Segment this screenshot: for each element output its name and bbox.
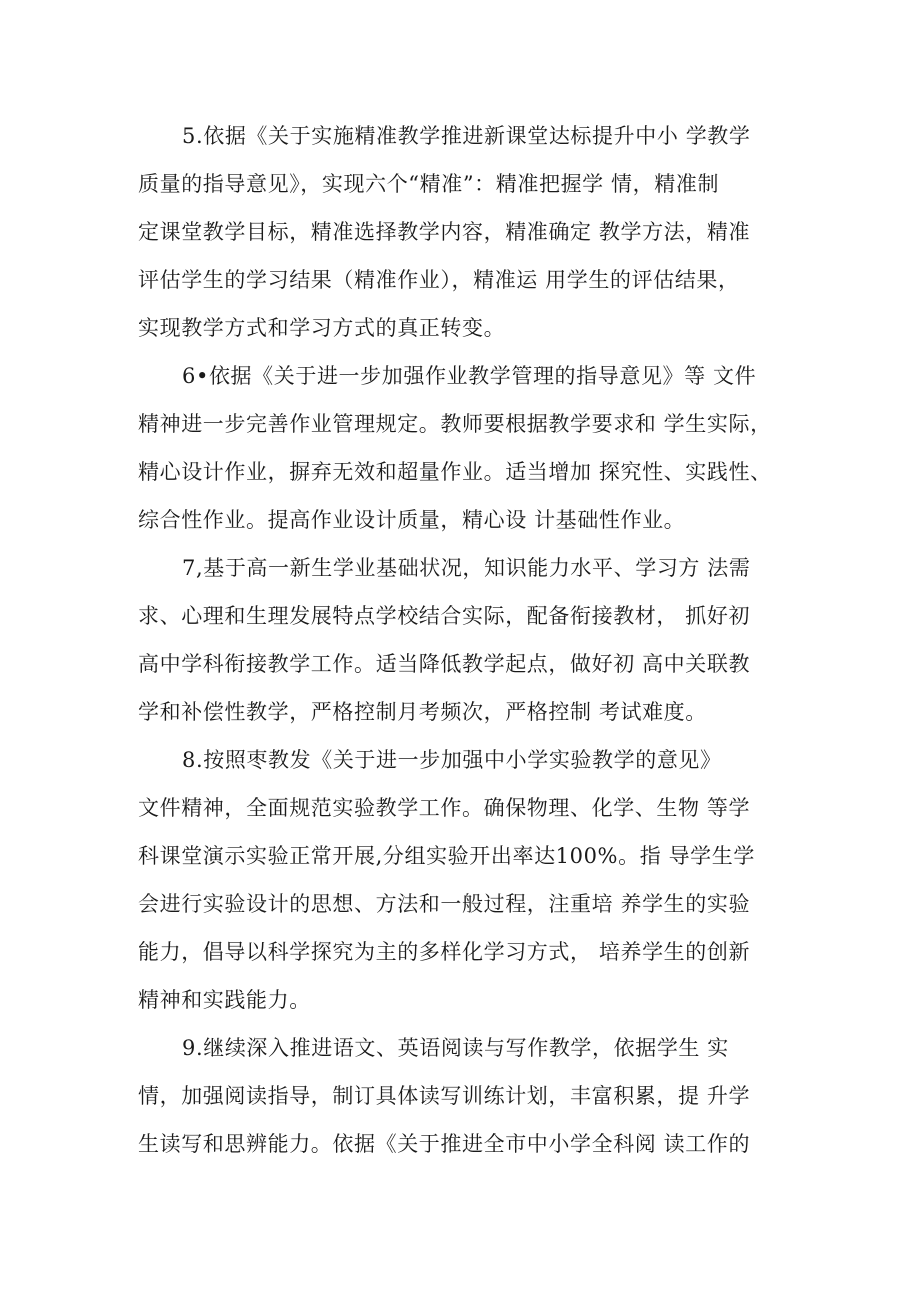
text-line: 学和补偿性教学，严格控制月考频次，严格控制 考试难度。 bbox=[138, 700, 707, 724]
paragraph-9 bbox=[138, 1024, 802, 1168]
paragraph-6 bbox=[138, 352, 802, 544]
text-line: 8.按照枣教发《关于进一步加强中小学实验教学的意见》 bbox=[182, 748, 722, 772]
text-line: 评估学生的学习结果（精准作业），精准运 用学生的评估结果， bbox=[138, 268, 740, 292]
text-line: 高中学科衔接教学工作。适当降低教学起点，做好初 高中关联教 bbox=[138, 652, 751, 676]
text-line: 求、心理和生理发展特点学校结合实际，配备衔接教材， 抓好初 bbox=[138, 604, 751, 628]
paragraph-8 bbox=[138, 736, 802, 1024]
text-line: 综合性作业。提高作业设计质量，精心设 计基础性作业。 bbox=[138, 508, 686, 532]
text-line: 定课堂教学目标，精准选择教学内容，精准确定 教学方法，精准 bbox=[138, 220, 751, 244]
text-line: 质量的指导意见》，实现六个“精准”：精准把握学 情，精准制 bbox=[138, 172, 720, 196]
text-line: 能力，倡导以科学探究为主的多样化学习方式， 培养学生的创新 bbox=[138, 940, 751, 964]
text-line: 科课堂演示实验正常开展,分组实验开出率达100%。指 导学生学 bbox=[138, 844, 755, 868]
text-line: 6•依据《关于进一步加强作业教学管理的指导意见》等 文件 bbox=[182, 364, 757, 388]
paragraph-7 bbox=[138, 544, 802, 736]
text-line: 文件精神，全面规范实验教学工作。确保物理、化学、生物 等学 bbox=[138, 796, 751, 820]
text-line: 实现教学方式和学习方式的真正转变。 bbox=[138, 316, 506, 340]
text-line: 生读写和思辨能力。依据《关于推进全市中小学全科阅 读工作的 bbox=[138, 1132, 751, 1156]
document-body bbox=[138, 112, 802, 1168]
paragraph-5 bbox=[138, 112, 802, 352]
text-line: 5.依据《关于实施精准教学推进新课堂达标提升中小 学教学 bbox=[182, 124, 751, 148]
text-line: 精神和实践能力。 bbox=[138, 988, 311, 1012]
text-line: 会进行实验设计的思想、方法和一般过程，注重培 养学生的实验 bbox=[138, 892, 751, 916]
text-line: 精神进一步完善作业管理规定。教师要根据教学要求和 学生实际， bbox=[138, 412, 772, 436]
text-line: 7,基于高一新生学业基础状况，知识能力水平、学习方 法需 bbox=[182, 556, 751, 580]
text-line: 精心设计作业，摒弃无效和超量作业。适当增加 探究性、实践性、 bbox=[138, 460, 772, 484]
text-line: 9.继续深入推进语文、英语阅读与写作教学，依据学生 实 bbox=[182, 1036, 729, 1060]
text-line: 情，加强阅读指导，制订具体读写训练计划，丰富积累，提 升学 bbox=[138, 1084, 751, 1108]
